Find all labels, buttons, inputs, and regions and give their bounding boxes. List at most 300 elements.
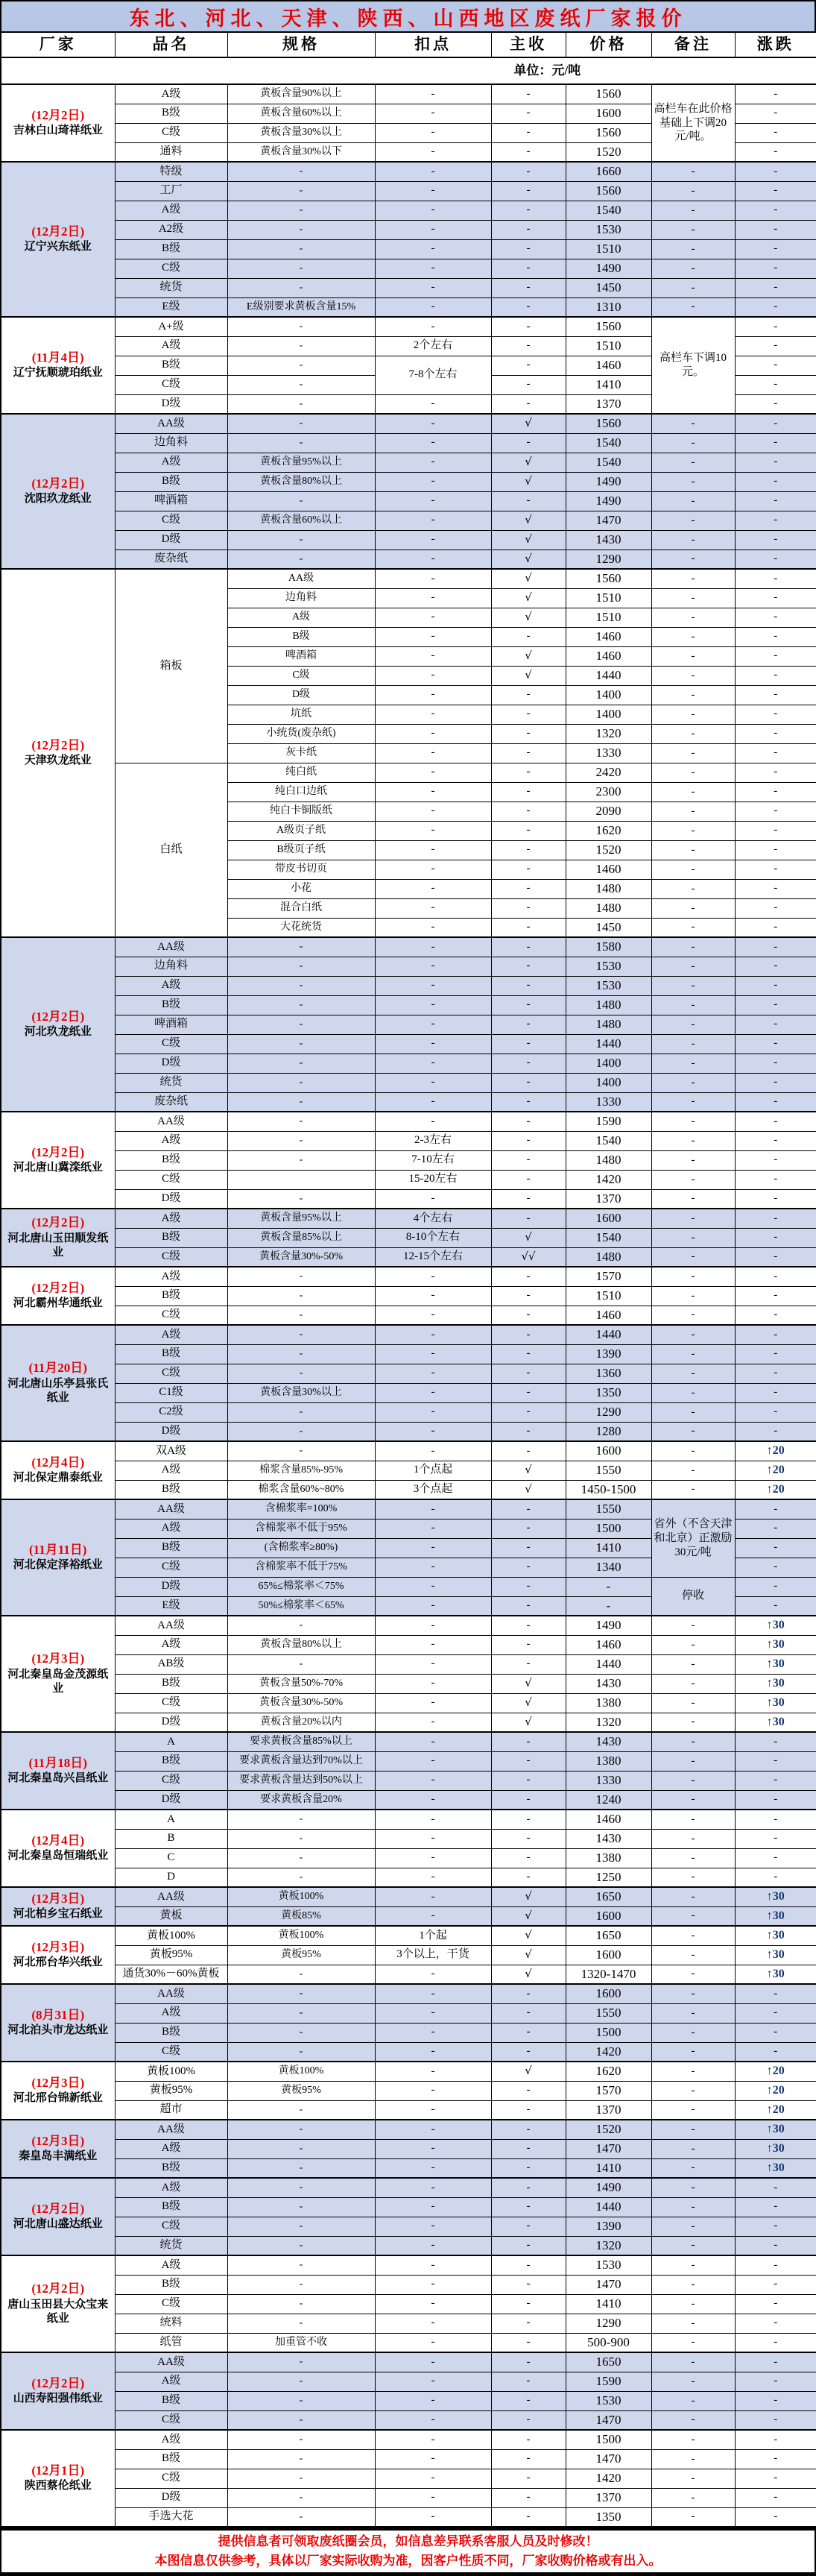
table-row	[1, 1306, 816, 1325]
change-cell: -	[735, 1596, 816, 1616]
spec-cell: -	[227, 2372, 375, 2391]
product-grade-cell: C级	[115, 1558, 227, 1577]
remark-cell: -	[651, 2062, 735, 2081]
main-collect-cell: -	[491, 2003, 566, 2023]
change-cell: -	[735, 2333, 816, 2352]
product-grade-cell: C级	[115, 1034, 227, 1054]
spec-cell: -	[227, 995, 375, 1015]
change-cell: -	[735, 414, 816, 433]
main-collect-cell: -	[491, 763, 566, 782]
main-collect-cell: -	[491, 1325, 566, 1344]
spec-cell: 棉浆含量85%-95%	[227, 1461, 375, 1480]
table-row	[1, 1829, 816, 1848]
table-row	[1, 259, 816, 278]
footer-notes	[0, 2528, 816, 2576]
remark-cell: -	[651, 1984, 735, 2003]
spec-cell: -	[227, 549, 375, 569]
deduction-cell: -	[375, 2236, 491, 2255]
table-row	[1, 433, 816, 453]
deduction-cell: 2-3左右	[375, 1131, 491, 1150]
product-grade-cell: B级	[115, 2449, 227, 2469]
deduction-cell: -	[375, 1732, 491, 1751]
main-collect-cell: -	[491, 2081, 566, 2100]
price-cell: 1620	[566, 821, 651, 840]
main-collect-cell: -	[491, 1848, 566, 1868]
deduction-cell: -	[375, 1325, 491, 1344]
main-collect-cell: -	[491, 123, 566, 142]
spec-cell: 带皮书切页	[227, 860, 375, 879]
deduction-cell: -	[375, 1790, 491, 1810]
factory-cell	[1, 1984, 115, 2062]
price-cell: 1560	[566, 569, 651, 588]
deduction-cell: 7-8个左右	[375, 356, 491, 394]
price-cell: 1600	[566, 104, 651, 123]
product-grade-cell: 边角料	[115, 433, 227, 453]
change-cell: -	[735, 1558, 816, 1577]
price-cell: 1520	[566, 142, 651, 162]
remark-cell: -	[651, 1112, 735, 1131]
deduction-cell: -	[375, 414, 491, 433]
remark-cell: -	[651, 2081, 735, 2100]
remark-cell: -	[651, 1771, 735, 1790]
spec-cell: -	[227, 1306, 375, 1325]
deduction-cell: -	[375, 1538, 491, 1558]
deduction-cell: -	[375, 1635, 491, 1654]
deduction-cell: -	[375, 220, 491, 239]
remark-cell: -	[651, 588, 735, 608]
change-cell	[735, 1965, 816, 1984]
price-cell: 1650	[566, 1887, 651, 1906]
price-cell: 1350	[566, 2507, 651, 2527]
table-row	[1, 2391, 816, 2410]
spec-cell: 黄板95%	[227, 1945, 375, 1965]
spec-cell: 黄板含量30%以下	[227, 142, 375, 162]
main-collect-cell: -	[491, 1112, 566, 1131]
remark-cell: -	[651, 1790, 735, 1810]
main-collect-cell: -	[491, 181, 566, 201]
deduction-cell: -	[375, 2003, 491, 2023]
product-grade-cell: 特级	[115, 162, 227, 181]
change-cell: -	[735, 1810, 816, 1829]
main-collect-cell	[491, 1228, 566, 1247]
deduction-cell: -	[375, 1286, 491, 1306]
price-cell: 1420	[566, 2042, 651, 2062]
deduction-cell: -	[375, 2062, 491, 2081]
spec-cell: 黄板含量95%以上	[227, 453, 375, 472]
main-collect-cell: -	[491, 433, 566, 453]
main-collect-cell: -	[491, 317, 566, 336]
spec-cell: -	[227, 976, 375, 995]
deduction-cell: -	[375, 1015, 491, 1034]
main-collect-cell: -	[491, 1034, 566, 1054]
spec-cell: 黄板含量30%-50%	[227, 1693, 375, 1713]
spec-cell: -	[227, 1402, 375, 1422]
factory-cell	[1, 2178, 115, 2255]
report-date: (12月2日)	[31, 2281, 85, 2296]
price-up-indicator: ↑30	[766, 1695, 785, 1709]
deduction-cell: -	[375, 259, 491, 278]
spec-cell: 纯白纸	[227, 763, 375, 782]
spec-cell: 65%≤棉浆率＜75%	[227, 1577, 375, 1596]
change-cell: -	[735, 2023, 816, 2042]
remark-cell: -	[651, 1189, 735, 1209]
change-cell: -	[735, 549, 816, 569]
table-row	[1, 2062, 816, 2081]
price-cell: 1330	[566, 1771, 651, 1790]
deduction-cell: -	[375, 1092, 491, 1112]
table-row	[1, 2352, 816, 2372]
spec-cell: 黄板含量30%-50%	[227, 1247, 375, 1267]
change-cell: -	[735, 317, 816, 336]
product-grade-cell: B级	[115, 2023, 227, 2042]
change-cell: -	[735, 840, 816, 860]
main-collect-cell: -	[491, 2275, 566, 2294]
change-cell	[735, 1906, 816, 1926]
table-row	[1, 2042, 816, 2062]
remark-cell: -	[651, 2197, 735, 2217]
product-grade-cell: D级	[115, 1054, 227, 1073]
change-cell: -	[735, 860, 816, 879]
main-collect-cell: -	[491, 2120, 566, 2139]
report-date: (12月3日)	[31, 1651, 85, 1666]
remark-cell: -	[651, 1926, 735, 1945]
change-cell: -	[735, 2469, 816, 2488]
price-cell: 1600	[566, 1984, 651, 2003]
spec-cell: 纯白口边纸	[227, 782, 375, 802]
change-cell: -	[735, 763, 816, 782]
spec-cell: -	[227, 1654, 375, 1674]
main-collect-cell: -	[491, 2217, 566, 2236]
main-collect-cell: -	[491, 356, 566, 375]
spec-cell: 黄板含量80%以上	[227, 1635, 375, 1654]
price-cell: 1430	[566, 1829, 651, 1848]
spec-cell: 黄板100%	[227, 1887, 375, 1906]
main-collect-cell: -	[491, 705, 566, 724]
remark-cell: -	[651, 705, 735, 724]
spec-cell: 黄板85%	[227, 1906, 375, 1926]
product-grade-cell: B级	[115, 1344, 227, 1364]
remark-cell: -	[651, 1170, 735, 1189]
price-cell: 1290	[566, 549, 651, 569]
product-grade-cell: A级	[115, 201, 227, 220]
spec-cell: -	[227, 1441, 375, 1461]
change-cell: -	[735, 1131, 816, 1150]
change-cell: -	[735, 356, 816, 375]
change-cell: -	[735, 1344, 816, 1364]
column-header-4: 主收	[491, 32, 566, 57]
price-cell: 1560	[566, 317, 651, 336]
change-cell: -	[735, 1034, 816, 1054]
factory-name: 河北保定泽裕纸业	[13, 1559, 103, 1572]
spec-cell: -	[227, 1189, 375, 1209]
product-grade-cell: 纸管	[115, 2333, 227, 2352]
table-row	[1, 2410, 816, 2430]
main-collect-cell: -	[491, 2507, 566, 2527]
change-cell: -	[735, 162, 816, 181]
table-row	[1, 491, 816, 511]
price-cell: 1310	[566, 297, 651, 317]
spec-cell: -	[227, 2120, 375, 2139]
table-row	[1, 162, 816, 181]
main-collect-cell: -	[491, 1015, 566, 1034]
spec-cell: 小花	[227, 879, 375, 898]
change-cell: -	[735, 511, 816, 530]
change-cell: -	[735, 2391, 816, 2410]
price-cell: 1440	[566, 2197, 651, 2217]
spec-cell: -	[227, 356, 375, 375]
price-cell: 1440	[566, 1654, 651, 1674]
main-collect-cell: -	[491, 2294, 566, 2314]
product-grade-cell: 箱板	[115, 569, 227, 763]
spec-cell: -	[227, 220, 375, 239]
product-grade-cell: A级	[115, 2003, 227, 2023]
product-grade-cell: 黄板100%	[115, 2062, 227, 2081]
main-collect-cell: -	[491, 2410, 566, 2430]
check-mark-icon: √	[525, 1966, 532, 1980]
factory-cell	[1, 2352, 115, 2430]
spec-cell: E级别要求黄板含量15%	[227, 297, 375, 317]
change-cell: -	[735, 588, 816, 608]
table-row	[1, 1267, 816, 1286]
factory-name: 天津玖龙纸业	[24, 755, 92, 767]
deduction-cell: -	[375, 2314, 491, 2333]
check-mark-icon: √√	[521, 1249, 536, 1263]
main-collect-cell: -	[491, 84, 566, 104]
main-collect-cell: -	[491, 2139, 566, 2158]
check-mark-icon: √	[525, 590, 532, 604]
remark-cell: -	[651, 181, 735, 201]
product-grade-cell: A级	[115, 976, 227, 995]
spec-cell: -	[227, 1984, 375, 2003]
product-grade-cell: B级	[115, 1286, 227, 1306]
report-date: (12月2日)	[31, 1281, 85, 1296]
price-cell: 1540	[566, 1131, 651, 1150]
product-grade-cell: A级	[115, 1209, 227, 1228]
main-collect-cell: -	[491, 2158, 566, 2178]
deduction-cell: -	[375, 394, 491, 414]
factory-name: 辽宁兴东纸业	[24, 241, 92, 253]
price-cell: 1570	[566, 1267, 651, 1286]
deduction-cell: 3个点起	[375, 1480, 491, 1499]
price-cell: 1470	[566, 2410, 651, 2430]
change-cell	[735, 1674, 816, 1693]
change-cell	[735, 1441, 816, 1461]
spec-cell: AA级	[227, 569, 375, 588]
deduction-cell: -	[375, 1654, 491, 1674]
spec-cell: B级	[227, 627, 375, 646]
price-cell: 1410	[566, 375, 651, 394]
spec-cell: -	[227, 1325, 375, 1344]
main-collect-cell	[491, 1906, 566, 1926]
spec-cell: -	[227, 2023, 375, 2042]
column-header-5: 价格	[566, 32, 651, 57]
change-cell: -	[735, 2314, 816, 2333]
price-up-indicator: ↑20	[766, 1463, 785, 1476]
deduction-cell: -	[375, 142, 491, 162]
main-collect-cell: -	[491, 1131, 566, 1150]
table-row	[1, 1286, 816, 1306]
remark-cell: -	[651, 1906, 735, 1926]
remark-cell: -	[651, 2003, 735, 2023]
remark-cell: -	[651, 2275, 735, 2294]
change-cell: -	[735, 918, 816, 937]
price-cell: -	[566, 1577, 651, 1596]
table-row	[1, 2488, 816, 2507]
check-mark-icon: √	[525, 1481, 532, 1496]
product-grade-cell: C级	[115, 2217, 227, 2236]
change-cell: -	[735, 1092, 816, 1112]
spec-cell: -	[227, 2139, 375, 2158]
price-up-indicator: ↑30	[766, 1890, 785, 1903]
remark-cell: -	[651, 937, 735, 957]
main-collect-cell: -	[491, 743, 566, 763]
factory-cell	[1, 1112, 115, 1209]
deduction-cell: -	[375, 995, 491, 1015]
product-grade-cell: D级	[115, 1422, 227, 1441]
change-cell: -	[735, 782, 816, 802]
remark-cell: -	[651, 2120, 735, 2139]
spec-cell: 坑纸	[227, 705, 375, 724]
remark-cell: -	[651, 763, 735, 782]
deduction-cell: -	[375, 278, 491, 297]
deduction-cell: -	[375, 2139, 491, 2158]
main-collect-cell: -	[491, 1519, 566, 1538]
main-collect-cell: -	[491, 957, 566, 976]
main-collect-cell: -	[491, 1751, 566, 1771]
change-cell: -	[735, 2042, 816, 2062]
unit-note: 单位：元/吨	[513, 63, 581, 78]
main-collect-cell	[491, 2062, 566, 2081]
product-grade-cell: 统料	[115, 2314, 227, 2333]
change-cell	[735, 1461, 816, 1480]
price-cell: 1660	[566, 162, 651, 181]
price-cell: 1490	[566, 472, 651, 491]
product-grade-cell: 白纸	[115, 763, 227, 937]
product-grade-cell: C级	[115, 2469, 227, 2488]
table-row	[1, 1344, 816, 1364]
spec-cell: -	[227, 239, 375, 259]
product-grade-cell: 废杂纸	[115, 1092, 227, 1112]
change-cell: -	[735, 1499, 816, 1519]
spec-cell: -	[227, 2352, 375, 2372]
table-row	[1, 181, 816, 201]
table-row	[1, 1771, 816, 1790]
price-cell: 1370	[566, 2488, 651, 2507]
report-date: (12月1日)	[31, 2463, 85, 2478]
change-cell: -	[735, 2488, 816, 2507]
change-cell	[735, 1945, 816, 1965]
spec-cell: -	[227, 2178, 375, 2197]
change-cell: -	[735, 646, 816, 666]
table-row	[1, 1887, 816, 1906]
spec-cell: -	[227, 937, 375, 957]
remark-cell: -	[651, 840, 735, 860]
price-up-indicator: ↑20	[766, 2065, 785, 2078]
price-cell: 1440	[566, 1034, 651, 1054]
table-row	[1, 220, 816, 239]
factory-cell	[1, 162, 115, 317]
table-row	[1, 2255, 816, 2275]
deduction-cell: -	[375, 2023, 491, 2042]
remark-cell: -	[651, 2236, 735, 2255]
remark-cell: -	[651, 297, 735, 317]
page-title: 东北、河北、天津、陕西、山西地区废纸厂家报价	[0, 0, 816, 31]
table-row	[1, 1383, 816, 1402]
unit-row	[1, 57, 816, 84]
deduction-cell: -	[375, 162, 491, 181]
main-collect-cell: -	[491, 1790, 566, 1810]
spec-cell: 黄板含量20%以内	[227, 1713, 375, 1732]
remark-cell: -	[651, 1325, 735, 1344]
product-grade-cell: C级	[115, 375, 227, 394]
deduction-cell: -	[375, 239, 491, 259]
table-row	[1, 976, 816, 995]
product-grade-cell: C级	[115, 511, 227, 530]
product-grade-cell: C级	[115, 2294, 227, 2314]
change-cell: -	[735, 995, 816, 1015]
remark-cell: -	[651, 1965, 735, 1984]
remark-cell: -	[651, 1693, 735, 1713]
main-collect-cell: -	[491, 297, 566, 317]
spec-cell: 黄板含量30%以上	[227, 1383, 375, 1402]
main-collect-cell: -	[491, 1422, 566, 1441]
spec-cell: -	[227, 1616, 375, 1635]
deduction-cell: 1个点起	[375, 1461, 491, 1480]
product-grade-cell: C级	[115, 1247, 227, 1267]
main-collect-cell	[491, 1945, 566, 1965]
price-cell: 1590	[566, 2372, 651, 2391]
main-collect-cell: -	[491, 821, 566, 840]
spec-cell: 黄板含量90%以上	[227, 84, 375, 104]
price-cell: 1360	[566, 1364, 651, 1383]
spec-cell: 50%≤棉浆率＜65%	[227, 1596, 375, 1616]
spec-cell: 灰卡纸	[227, 743, 375, 763]
footer-line-2: 本图信息仅供参考，具体以厂家实际收购为准，因客户性质不同，厂家收购价格或有出入。	[154, 2553, 662, 2568]
deduction-cell: -	[375, 2255, 491, 2275]
price-cell: 1290	[566, 1402, 651, 1422]
price-up-indicator: ↑30	[766, 1715, 785, 1728]
table-row	[1, 549, 816, 569]
table-row	[1, 1170, 816, 1189]
spec-cell: -	[227, 2003, 375, 2023]
deduction-cell: -	[375, 1054, 491, 1073]
deduction-cell: 2个左右	[375, 336, 491, 356]
deduction-cell: -	[375, 1693, 491, 1713]
price-cell: 1490	[566, 1616, 651, 1635]
product-grade-cell: B级	[115, 1228, 227, 1247]
change-cell: -	[735, 569, 816, 588]
change-cell: -	[735, 1984, 816, 2003]
main-collect-cell: -	[491, 2178, 566, 2197]
main-collect-cell: -	[491, 2333, 566, 2352]
product-grade-cell: 边角料	[115, 957, 227, 976]
main-collect-cell: -	[491, 1771, 566, 1790]
remark-cell: -	[651, 2333, 735, 2352]
price-cell: 1510	[566, 588, 651, 608]
price-up-indicator: ↑30	[766, 2141, 785, 2155]
factory-cell	[1, 1441, 115, 1499]
main-collect-cell: -	[491, 1635, 566, 1654]
table-row	[1, 1131, 816, 1150]
factory-name: 吉林白山琦祥纸业	[13, 125, 103, 137]
table-row	[1, 1654, 816, 1674]
main-collect-cell: -	[491, 898, 566, 918]
spec-cell: 纯白卡铜版纸	[227, 802, 375, 821]
price-cell: 1430	[566, 1732, 651, 1751]
table-row	[1, 2158, 816, 2178]
price-cell: 1370	[566, 2100, 651, 2120]
product-grade-cell: 工厂	[115, 181, 227, 201]
